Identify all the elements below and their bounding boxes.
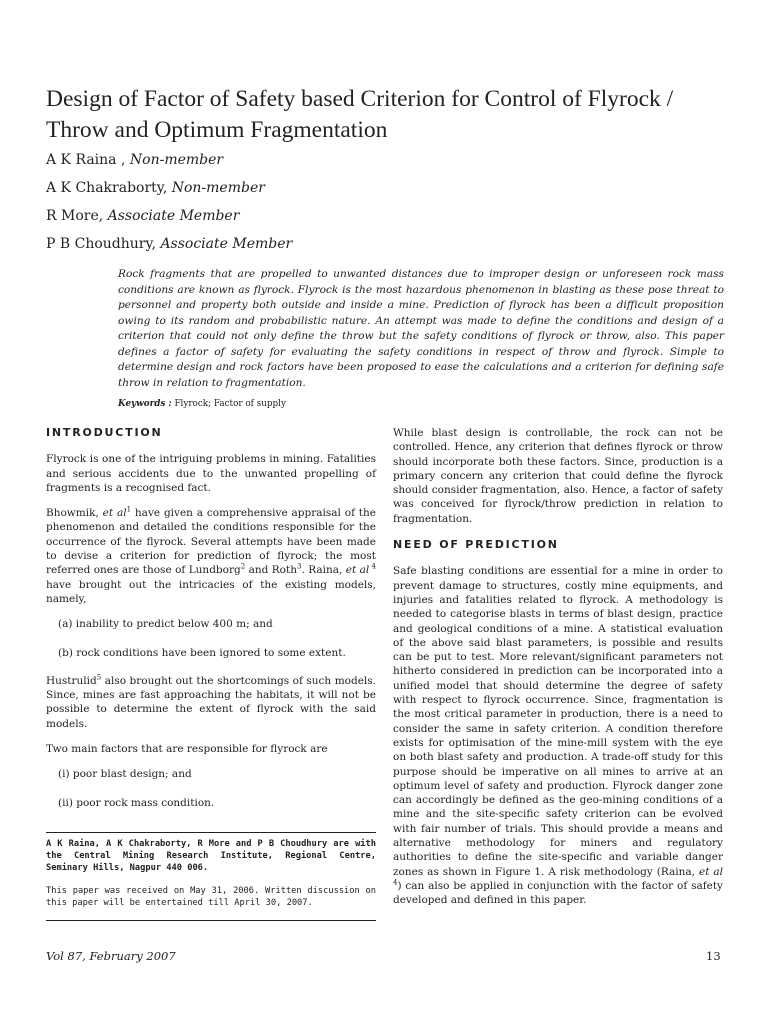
keywords xyxy=(118,399,286,409)
citation-ref: 1 xyxy=(126,505,132,514)
text-run: Safe blasting conditions are essential for a mine in order to prevent damage to structures, costly mine equipments, and injuries and fatalities related to flyrock. A methodology is needed to categorise blasts in terms of blast design, practice and geological conditions of a mine. A statistical evaluation of the above said blast parameters, is possible and results can be put to test. More relevant/significant parameters not hitherto considered in prediction can be incorporated into a unified model that should determine the degree of safety with respect to flyrock occurrence. Since, fragmentation is the most critical parameter in production, there is a need to consider the same in safety criterion. A condition therefore exists for optimisation of the mine-mill system with the eye on both blast safety and production. A trade-off study for this purpose should be imperative on all mines to arrive at an optimum level of safety and production. Flyrock danger zone can accordingly be defined as the geo-mining conditions of a mine and the site-specific safety criterion can be evolved with fair number of trials. This should provide a means and alternative methodology for miners and regulatory authorities to define the site-specific and variable danger zones as shown in Figure 1. A risk methodology (Raina, xyxy=(393,565,723,878)
divider xyxy=(46,832,376,833)
abstract: Rock fragments that are propelled to unwanted distances due to improper design or unforeseen rock mass conditions are known as flyrock. Flyrock is the most hazardous phenomenon in blasting as these pose threat to personnel and property both outside and inside a mine. Prediction of flyrock has been a difficult proposition owing to its random and probabilistic nature. An attempt was made to define the conditions and design of a criterion that could not only define the throw but the safety conditions of flyrock or throw, also. This paper defines a factor of safety for evaluating the safety conditions in respect of throw and flyrock. Simple to determine design and rock factors have been proposed to ease the calculations and a criterion for defining safe throw in relation to fragmentation. xyxy=(118,268,724,389)
list-item: (ii) poor rock mass condition. xyxy=(58,796,215,809)
author-name: R More xyxy=(46,208,99,224)
paragraph xyxy=(393,564,723,907)
citation-ref: 3 xyxy=(296,562,302,571)
paragraph xyxy=(46,506,376,606)
author-name: A K Raina xyxy=(46,152,117,168)
paragraph: While blast design is controllable, the rock can not be controlled. Hence, any criterion that defines flyrock or throw should incorporate both these factors. Since, production is a primary concern any criterion that could define the flyrock should consider fragmentation, also. Hence, a factor of safety was conceived for flyrock/throw prediction in relation to fragmentation. xyxy=(393,427,723,525)
paragraph xyxy=(46,674,376,731)
author-name: P B Choudhury xyxy=(46,236,152,252)
paragraph: Two main factors that are responsible for flyrock are xyxy=(46,743,328,756)
author-line xyxy=(46,152,292,180)
author-affiliation: A K Raina, A K Chakraborty, R More and P B Choudhury are with the Central Mining Research Institute, Regional Centre, Seminary Hills, Nagpur 440 006. xyxy=(46,838,376,873)
text-run: and Roth xyxy=(245,564,297,577)
author-line xyxy=(46,236,292,264)
text-run: have brought out the intricacies of the existing models, namely, xyxy=(46,578,376,605)
author-membership: Associate Member xyxy=(160,236,293,252)
text-run: also brought out the shortcomings of such models. Since, mines are fast approaching the habitats, it will not be possible to determine the extent of flyrock with the said models. xyxy=(46,674,376,730)
text-run: . Raina, xyxy=(301,564,346,577)
paragraph: Flyrock is one of the intriguing problems in mining. Fatalities and serious accidents due to the unwanted propelling of fragments is a recognised fact. xyxy=(46,453,376,494)
keywords-label: Keywords : xyxy=(118,399,172,409)
author-line xyxy=(46,208,292,236)
keywords-text: Flyrock; Factor of supply xyxy=(174,399,286,409)
page-number: 13 xyxy=(706,949,721,963)
citation-ref: 5 xyxy=(96,673,102,682)
author-list xyxy=(46,152,292,264)
citation-ref: 4 xyxy=(393,878,398,887)
journal-volume: Vol 87, February 2007 xyxy=(46,949,176,963)
et-al: et al xyxy=(345,564,370,577)
author-name: A K Chakraborty xyxy=(46,180,163,196)
et-al: et al xyxy=(698,865,723,878)
text-run: have given a comprehensive appraisal of the phenomenon and detailed the conditions responsible for the occurrence of the flyrock. Several attempts have been made to devise a criterion for prediction of flyrock; the most referred ones are those of Lundborg xyxy=(46,507,377,577)
author-membership: Associate Member xyxy=(107,208,240,224)
section-heading-need-of-prediction: NEED OF PREDICTION xyxy=(393,538,559,552)
et-al: et al xyxy=(102,507,127,520)
list-item: (a) inability to predict below 400 m; and xyxy=(58,618,273,631)
text-run: Bhowmik, xyxy=(46,507,103,520)
paper-title: Design of Factor of Safety based Criterion for Control of Flyrock / Throw and Optimum Fragmentation xyxy=(46,86,674,143)
text-run: Hustrulid xyxy=(46,674,97,687)
author-separator: , xyxy=(98,208,108,224)
text-run: ) can also be applied in conjunction with the factor of safety developed and defined in this paper. xyxy=(393,879,723,907)
author-line xyxy=(46,180,292,208)
author-membership: Non-member xyxy=(129,152,224,168)
list-item: (b) rock conditions have been ignored to some extent. xyxy=(58,646,346,659)
right-column xyxy=(393,426,723,919)
author-separator: , xyxy=(116,152,130,168)
citation-ref: 2 xyxy=(240,562,246,571)
list-item: (i) poor blast design; and xyxy=(58,768,192,781)
author-separator: , xyxy=(151,236,161,252)
section-heading-introduction: INTRODUCTION xyxy=(46,426,163,439)
received-note: This paper was received on May 31, 2006. Written discussion on this paper will be entertained till April 30, 2007. xyxy=(46,885,376,908)
author-separator: , xyxy=(162,180,172,196)
divider xyxy=(46,920,376,921)
author-membership: Non-member xyxy=(171,180,265,196)
left-column xyxy=(46,426,376,921)
citation-ref: 4 xyxy=(369,562,376,571)
